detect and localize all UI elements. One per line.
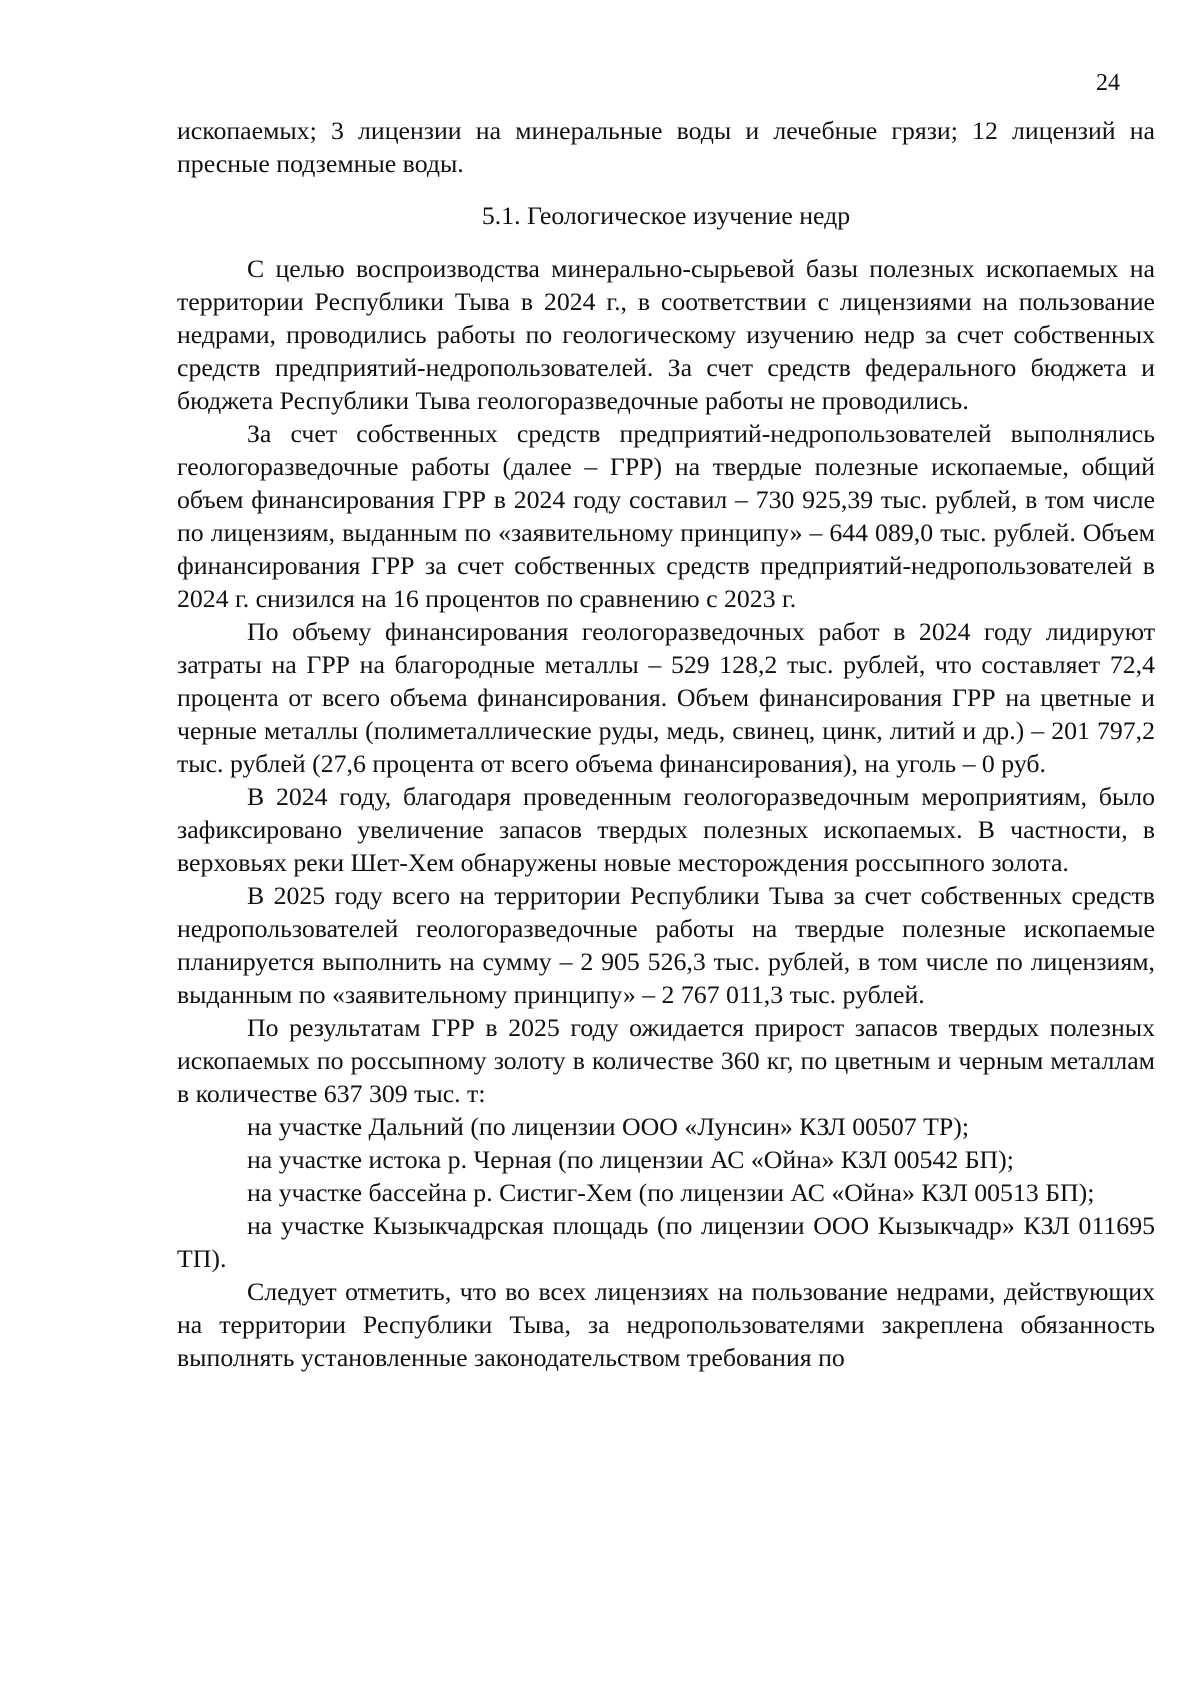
paragraph: В 2024 году, благодаря проведенным геологоразведочным мероприятиям, было зафиксировано увеличение запасов твердых полезных ископаемых. В частности, в верховьях реки Шет-Хем обнаружены новые месторождения россыпного золота. bbox=[177, 782, 1155, 877]
paragraph: По объему финансирования геологоразведочных работ в 2024 году лидируют затраты на ГРР на благородные металлы – 529 128,2 тыс. рублей, что составляет 72,4 процента от всего объема финансирования. Объем финансирования ГРР на цветные и черные металлы (полиметаллические руды, медь, свинец, цинк, литий и др.) – 201 797,2 тыс. рублей (27,6 процента от всего объема финансирования), на уголь – 0 руб. bbox=[177, 617, 1155, 778]
document-body bbox=[177, 114, 1155, 1374]
list-item: на участке Кызыкчадрская площадь (по лицензии ООО Кызыкчадр» КЗЛ 011695 ТП). bbox=[177, 1211, 1155, 1273]
paragraph-continuation: ископаемых; 3 лицензии на минеральные воды и лечебные грязи; 12 лицензий на пресные подземные воды. bbox=[177, 116, 1155, 178]
paragraph: С целью воспроизводства минерально-сырьевой базы полезных ископаемых на территории Республики Тыва в 2024 г., в соответствии с лицензиями на пользование недрами, проводились работы по геологическому изучению недр за счет собственных средств предприятий-недропользователей. За счет средств федерального бюджета и бюджета Республики Тыва геологоразведочные работы не проводились. bbox=[177, 254, 1155, 415]
page-number: 24 bbox=[1096, 70, 1120, 96]
list-item: на участке бассейна р. Систиг-Хем (по лицензии АС «Ойна» КЗЛ 00513 БП); bbox=[247, 1178, 1095, 1207]
paragraph: Следует отметить, что во всех лицензиях на пользование недрами, действующих на территории Республики Тыва, за недропользователями закреплена обязанность выполнять установленные законодательством требования по bbox=[177, 1277, 1155, 1372]
list-item: на участке Дальний (по лицензии ООО «Лунсин» КЗЛ 00507 ТР); bbox=[247, 1112, 969, 1141]
list-item: на участке истока р. Черная (по лицензии АС «Ойна» КЗЛ 00542 БП); bbox=[247, 1145, 1014, 1174]
paragraph: В 2025 году всего на территории Республики Тыва за счет собственных средств недропользователей геологоразведочные работы на твердые полезные ископаемые планируется выполнить на сумму – 2 905 526,3 тыс. рублей, в том числе по лицензиям, выданным по «заявительному принципу» – 2 767 011,3 тыс. рублей. bbox=[177, 881, 1155, 1009]
paragraph: За счет собственных средств предприятий-недропользователей выполнялись геологоразведочные работы (далее – ГРР) на твердые полезные ископаемые, общий объем финансирования ГРР в 2024 году составил – 730 925,39 тыс. рублей, в том числе по лицензиям, выданным по «заявительному принципу» – 644 089,0 тыс. рублей. Объем финансирования ГРР за счет собственных средств предприятий-недропользователей в 2024 г. снизился на 16 процентов по сравнению с 2023 г. bbox=[177, 419, 1155, 613]
section-heading: 5.1. Геологическое изучение недр bbox=[481, 201, 851, 230]
paragraph: По результатам ГРР в 2025 году ожидается прирост запасов твердых полезных ископаемых по россыпному золоту в количестве 360 кг, по цветным и черным металлам в количестве 637 309 тыс. т: bbox=[177, 1013, 1155, 1108]
